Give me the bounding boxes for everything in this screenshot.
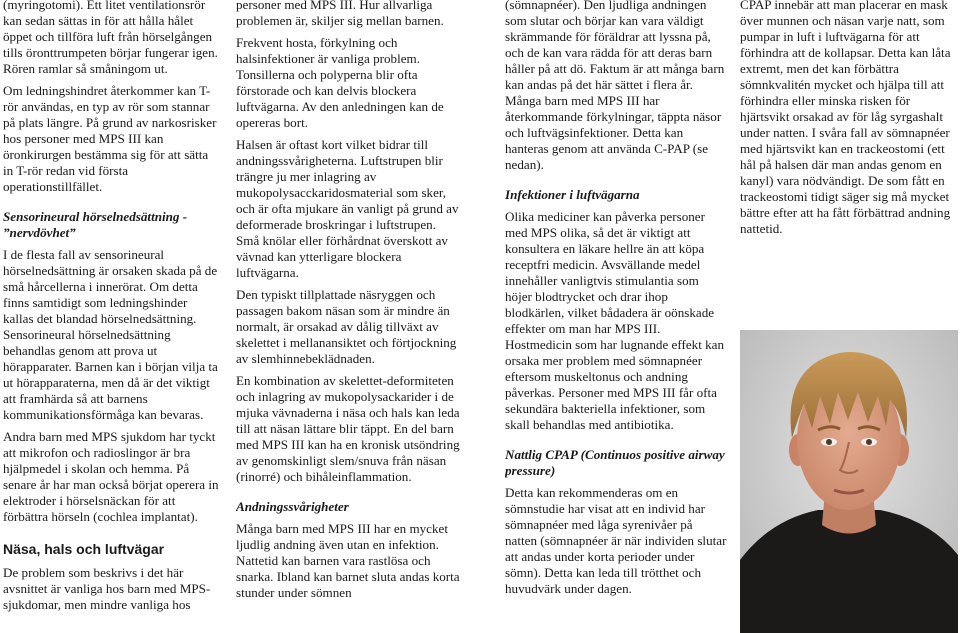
paragraph: Andra barn med MPS sjukdom har tyckt att mikrofon och radioslingor är bra hjälpmedel i skolan och hemma. På senare år har man också börjat operera in elektroder i hörselsnäckan för att förbättra hörseln (cochlea implantat).	[3, 429, 219, 524]
paragraph: Olika mediciner kan påverka personer med MPS olika, så det är viktigt att konsultera en läkare hellre än att köpa receptfri medicin. Avsvällande medel innehåller vanligtvis stimulantia som höjer blodtrycket och drar ihop blodkärlen, vilket bådadera är oönskade effekter om man har MPS III. Hostmedicin som har lugnande effekt kan orsaka mer problem med sömnapnéer eftersom muskeltonus och andning påverkas. Personer med MPS III får ofta sekundära bakteriella infektioner, som skall behandlas med antibiotika.	[505, 209, 725, 432]
section-heading: Näsa, hals och luftvägar	[3, 541, 165, 557]
text-column-3	[505, 0, 727, 603]
paragraph: (myringotomi). Ett litet ventilationsrör kan sedan sättas in för att hålla hålet öppet och tillföra luft från hörselgången tills öronttrumpeten börjar fungerar igen. Rören ramlar så småningom ut.	[3, 0, 218, 76]
paragraph: CPAP innebär att man placerar en mask över munnen och näsan varje natt, som pumpar in luft i luftvägarna för att förhindra att de kollapsar. Detta kan låta extremt, men det kan förbättra sömnkvalitén mycket och hjälpa till att förhindra eller minska risken för hjärtsvikt orsakad av för låg syrgashalt under natten. I svåra fall av sömnapnéer med hjärtsvikt kan en trackeostomi (ett hål på halsen där man andas genom en kanyl) vara nödvändigt. De som fått en trackeostomi tidigt säger sig må mycket bättre efter att ha fått förbättrad andning nattetid.	[740, 0, 951, 236]
paragraph: I de flesta fall av sensorineural hörselnedsättning är orsaken skada på de små hårcellerna i innerörat. Om detta finns samtidigt som ledningshinder kallas det blandad hörselnedsättning. Sensorineural hörselnedsättning behandlas genom att prova ut hörapparater. Barnen kan i början vilja ta ut hörapparaterna, men då är det viktigt att framhärda så att barnens kommunikationsförmåga kan bevaras.	[3, 247, 218, 422]
section-heading: Nattlig CPAP (Continuos positive airway pressure)	[505, 447, 725, 478]
text-column-2	[236, 0, 460, 607]
paragraph: Många barn med MPS III har en mycket ljudlig andning även utan en infektion. Nattetid kan barnen vara rastlösa och snarka. Ibland kan barnet sluta andas korta stunder under sömnen	[236, 521, 460, 600]
paragraph: (sömnapnéer). Den ljudliga andningen som slutar och börjar kan vara väldigt skrämmande för föräldrar att lyssna på, och de kan vara rädda för att deras barn håller på att dö. Faktum är att många barn kan andas på det här sättet i flera år. Många barn med MPS III har återkommande förkylningar, täppta näsor och luftvägsinfektioner. Detta kan hanteras genom att använda C-PAP (se nedan).	[505, 0, 725, 172]
paragraph: Halsen är oftast kort vilket bidrar till andningssvårigheterna. Luftstrupen blir trängre ju mer inlagring av mukopolysacckaridosmaterial som sker, och är ofta mjukare än vanligt på grund av deformerade broskringar i luftstrupen. Små knölar eller förhårdnat överskott av vävnad kan ytterligare blockera luftvägarna.	[236, 137, 459, 280]
portrait-photo	[740, 330, 958, 633]
paragraph: Om ledningshindret återkommer kan T-rör användas, en typ av rör som stannar på plats längre. På grund av narkosrisker hos personer med MPS III kan öronkirurgen bestämma sig för att sätta in T-rör redan vid första operationstillfället.	[3, 83, 217, 194]
section-heading: Sensorineural hörselnedsättning - ”nervdövhet”	[3, 209, 188, 240]
portrait-illustration	[740, 330, 958, 633]
section-heading: Andningssvårigheter	[236, 499, 349, 514]
paragraph: Den typiskt tillplattade näsryggen och passagen bakom näsan som är mindre än normalt, är orsakad av dålig tillväxt av skelettet i mellanansiktet och förtjockning av slemhinnebeklädnaden.	[236, 287, 457, 366]
paragraph: Detta kan rekommenderas om en sömnstudie har visat att en individ har sömnapnéer med låga syrenivåer på natten (sömnapnéer är när individen slutar att andas under korta perioder under sömn). Detta kan leda till trötthet och huvudvärk under dagen.	[505, 485, 727, 596]
paragraph: En kombination av skelettet-deformiteten och inlagring av mukopolysackarider i de mjuka vävnaderna i näsa och hals kan leda till att näsan lättare blir täppt. En del barn med MPS III kan ha en kronisk utsöndring av genomskinligt slem/snuva från näsan (rinorré) och bihåleinflammation.	[236, 373, 460, 484]
paragraph: Frekvent hosta, förkylning och halsinfektioner är vanliga problem. Tonsillerna och polyperna blir ofta förstorade och kan delvis blockera luftvägarna. Av den anledningen kan de opereras bort.	[236, 35, 444, 130]
paragraph: personer med MPS III. Hur allvarliga problemen är, skiljer sig mellan barnen.	[236, 0, 444, 28]
text-column-1	[3, 0, 221, 619]
text-column-4	[740, 0, 958, 243]
section-heading: Infektioner i luftvägarna	[505, 187, 640, 202]
paragraph: De problem som beskrivs i det här avsnittet är vanliga hos barn med MPS-sjukdomar, men mindre vanliga hos	[3, 565, 211, 612]
